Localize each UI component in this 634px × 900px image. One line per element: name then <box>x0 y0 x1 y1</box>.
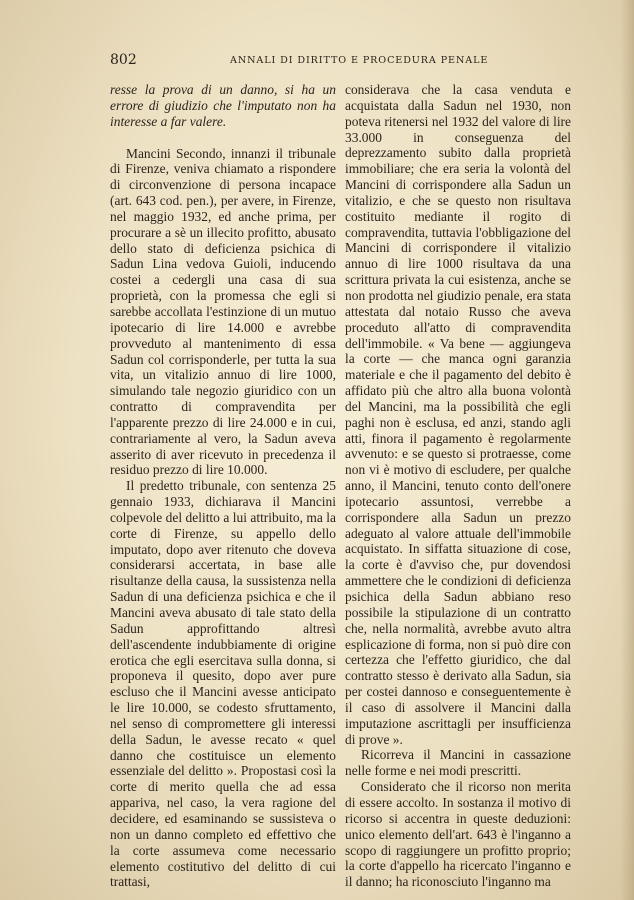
facts-paragraph: Mancini Secondo, innanzi il tribunale di Firenze, veniva chiamato a rispondere di circonvenzione di persona incapace (art. 643 cod. pen.), per avere, in Firenze, nel maggio 1932, ed anche prima, per procurare a sè un illecito profitto, abusato dello stato di deficienza psichica di Sadun Lina vedova Guioli, inducendo costei a cedergli una casa di sua proprietà, con la promessa che egli si sarebbe accollata l'estinzione di un mutuo ipotecario di lire 14.000 e avrebbe provveduto al mantenimento di essa Sadun col corrisponderle, per tutta la sua vita, un vitalizio annuo di lire 1000, simulando tale negozio giuridico con un contratto di compravendita per l'apparente prezzo di lire 24.000 e in cui, contrariamente al vero, la Sadun aveva asserito di aver ricevuto in precedenza il residuo prezzo di lire 10.000. <box>110 145 336 478</box>
right-column <box>345 82 571 890</box>
considerations-paragraph: Considerato che il ricorso non merita di essere accolto. In sostanza il motivo di ricorso si accentra in queste deduzioni: unico elemento dell'art. 643 è l'inganno a scopo di raggiungere un profitto proprio; la corte d'appello ha ricercato l'inganno e il danno; ha riconosciuto l'inganno ma <box>345 779 571 890</box>
left-column <box>110 82 336 890</box>
court-reasoning-paragraph: considerava che la casa venduta e acquistata dalla Sadun nel 1930, non poteva ritenersi nel 1932 del valore di lire 33.000 in conseguenza del deprezzamento subito dalla proprietà immobiliare; che era seria la volontà del Mancini di corrispondere alla Sadun un vitalizio, e che se questo non risultava costituito mediante il rogito di compravendita, tuttavia l'obbligazione del Mancini di corrispondere il vitalizio annuo di lire 1000 risultava da una scrittura privata la cui esistenza, anche se non prodotta nel giudizio penale, era stata attestata dal notaio Russo che aveva proceduto all'atto di compravendita dell'immobile. « Va bene — aggiungeva la corte — che manca ogni garanzia materiale e che il pagamento del debito è affidato più che altro alla buona volontà del Mancini, ma la possibilità che egli paghi non è esclusa, ed anzi, stando agli atti, finora il pagamento è regolarmente avvenuto: e se questo si protraesse, come non vi è motivo di escludere, per qualche anno, il Mancini, tenuto conto dell'onere ipotecario assuntosi, verrebbe a corrispondere alla Sadun un prezzo adeguato al valore attuale dell'immobile acquistato. In siffatta situazione di cose, la corte è d'avviso che, pur dovendosi ammettere che le condizioni di deficienza psichica della Sadun abbiano reso possibile la stipulazione di un contratto che, nella normalità, avrebbe avuto altra esplicazione di forma, non si può dire con certezza che l'effetto giuridico, che dal contratto stesso è derivato alla Sadun, sia per costei dannoso e conseguentemente è il caso di assolvere il Mancini dalla imputazione ascrittagli per insufficienza di prove ». <box>345 82 571 747</box>
running-title: ANNALI DI DIRITTO E PROCEDURA PENALE <box>230 55 489 66</box>
page-number: 802 <box>110 52 137 68</box>
page-header <box>110 52 580 72</box>
headnote-continuation: resse la prova di un danno, si ha un errore di giudizio che l'imputato non ha interesse a far valere. <box>110 82 336 129</box>
appeal-paragraph: Ricorreva il Mancini in cassazione nelle forme e nei modi prescritti. <box>345 747 571 779</box>
procedural-history-paragraph: Il predetto tribunale, con sentenza 25 gennaio 1933, dichiarava il Mancini colpevole del delitto a lui attribuito, ma la corte di Firenze, su appello dello imputato, dopo aver ritenuto che doveva considerarsi accertata, in base alle risultanze della causa, la sussistenza nella Sadun di una deficienza psichica e che il Mancini aveva abusato di tale stato della Sadun approfittando altresì dell'ascendente indubbiamente di origine erotica che egli esercitava sulla donna, si proponeva il quesito, dopo aver pure escluso che il Mancini avesse anticipato le lire 10.000, se codesto sfruttamento, nel senso di compromettere gli interessi della Sadun, le avesse recato « quel danno che costituisce un elemento essenziale del delitto ». Propostasi così la corte di merito quella che ad essa appariva, nel caso, la vera ragione del decidere, ed esaminando se sussisteva o non un danno completo ed effettivo che la corte assumeva come necessario elemento costitutivo del delitto di cui trattasi, <box>110 478 336 890</box>
